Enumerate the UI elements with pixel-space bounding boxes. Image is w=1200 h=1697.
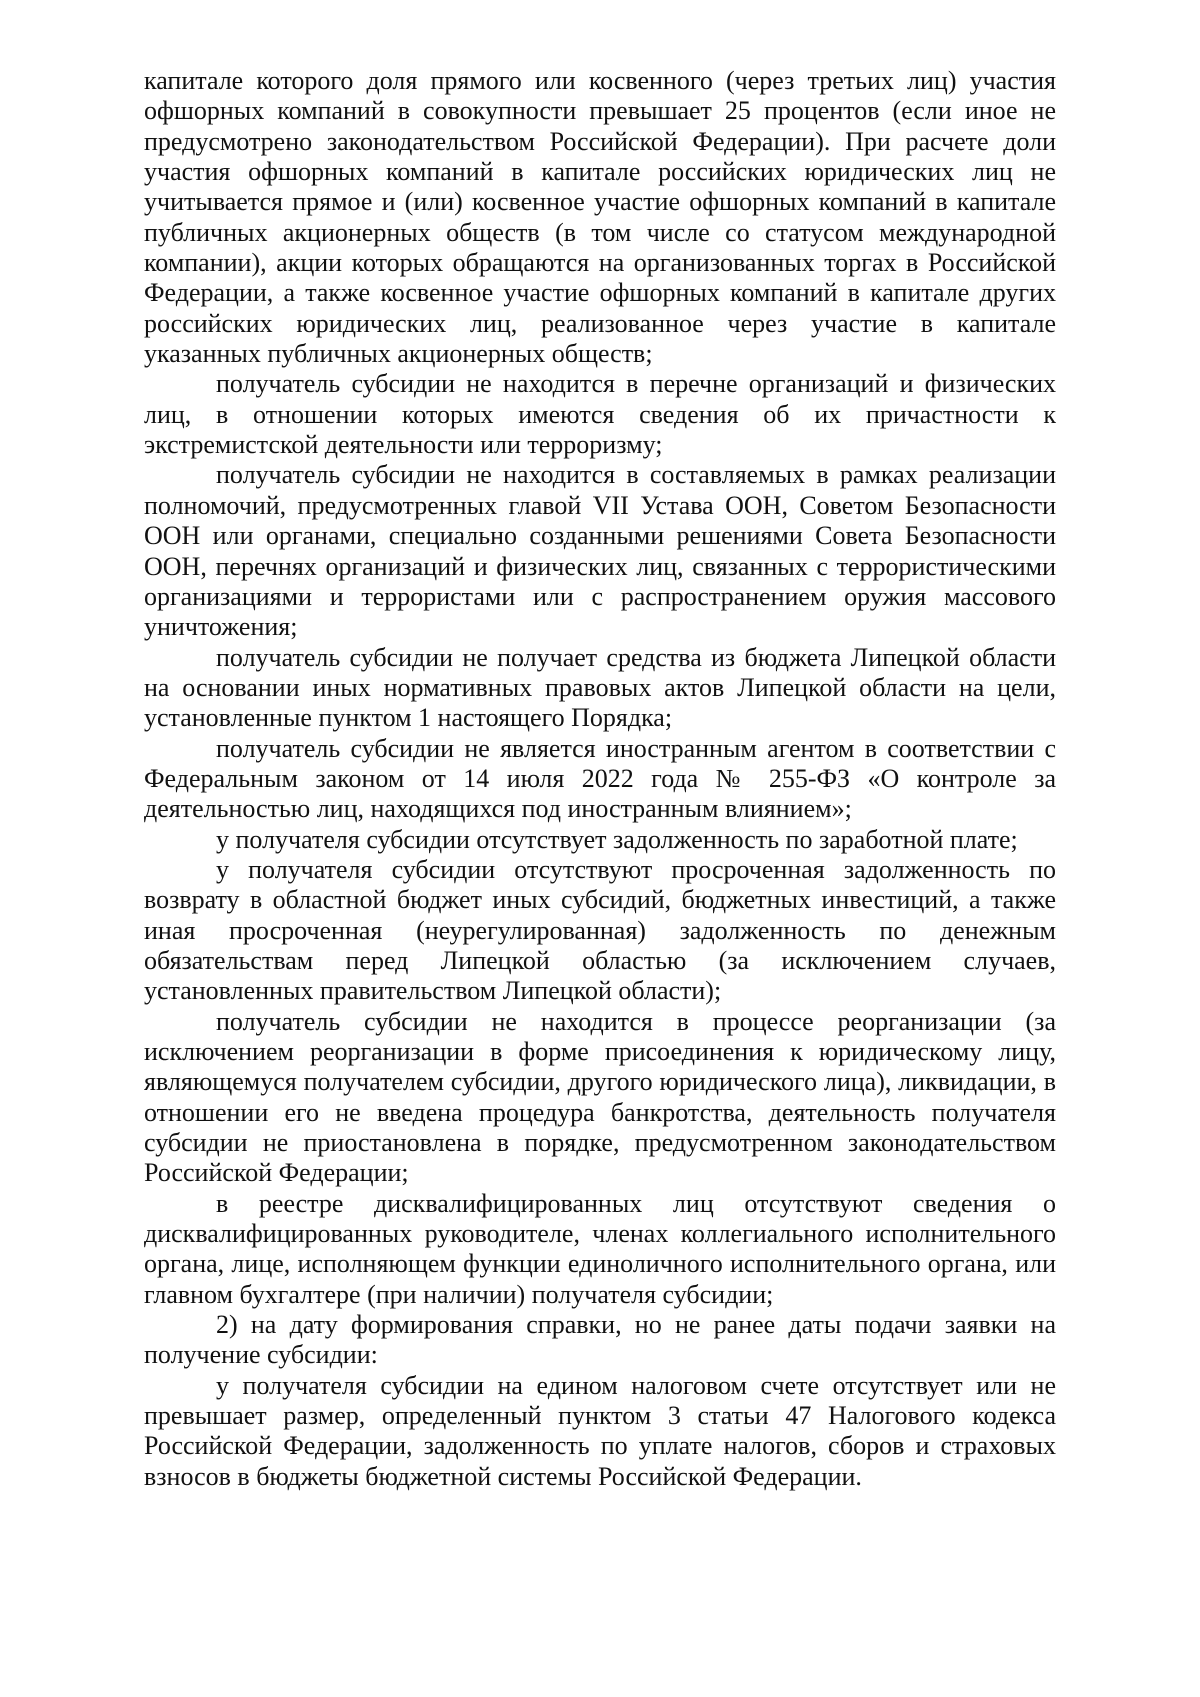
paragraph-reference-date: 2) на дату формирования справки, но не ранее даты подачи заявки на получение субсидии: bbox=[144, 1310, 1056, 1370]
paragraph-disqualified-persons: в реестре дисквалифицированных лиц отсутствуют сведения о дисквалифицированных руководителе, членах коллегиального исполнительного органа, лице, исполняющем функции единоличного исполнительного органа, или главном бухгалтере (при наличии) получателя субсидии; bbox=[144, 1188, 1056, 1309]
paragraph-wage-arrears: у получателя субсидии отсутствует задолженность по заработной плате; bbox=[216, 824, 1018, 854]
paragraph-reorganization: получатель субсидии не находится в процессе реорганизации (за исключением реорганизации в форме присоединения к юридическому лицу, являющемуся получателем субсидии, другого юридического лица), ликвидации, в отношении его не введена процедура банкротства, деятельность получателя субсидии не приостановлена в порядке, предусмотренном законодательством Российской Федерации; bbox=[144, 1006, 1056, 1188]
paragraph-other-budget-funds: получатель субсидии не получает средства из бюджета Липецкой области на основании иных нормативных правовых актов Липецкой области на цели, установленные пунктом 1 настоящего Порядка; bbox=[144, 642, 1056, 733]
paragraph-foreign-agent: получатель субсидии не является иностранным агентом в соответствии с Федеральным законом от 14 июля 2022 года № 255-ФЗ «О контроле за деятельностью лиц, находящихся под иностранным влиянием»; bbox=[144, 733, 1056, 824]
paragraph-offshore-capital: капитале которого доля прямого или косвенного (через третьих лиц) участия офшорных компаний в совокупности превышает 25 процентов (если иное не предусмотрено законодательством Российской Федерации). При расчете доли участия офшорных компаний в капитале российских юридических лиц не учитывается прямое и (или) косвенное участие офшорных компаний в капитале публичных акционерных обществ (в том числе со статусом международной компании), акции которых обращаются на организованных торгах в Российской Федерации, а также косвенное участие офшорных компаний в капитале других российских юридических лиц, реализованное через участие в капитале указанных публичных акционерных обществ; bbox=[144, 66, 1056, 369]
paragraph-overdue-debt: у получателя субсидии отсутствуют просроченная задолженность по возврату в областной бюджет иных субсидий, бюджетных инвестиций, а также иная просроченная (неурегулированная) задолженность по денежным обязательствам перед Липецкой областью (за исключением случаев, установленных правительством Липецкой области); bbox=[144, 854, 1056, 1006]
paragraph-un-sanctions-list: получатель субсидии не находится в составляемых в рамках реализации полномочий, предусмотренных главой VII Устава ООН, Советом Безопасности ООН или органами, специально созданными решениями Совета Безопасности ООН, перечнях организаций и физических лиц, связанных с террористическими организациями и террористами или с распространением оружия массового уничтожения; bbox=[144, 460, 1056, 642]
document-page bbox=[144, 66, 1056, 1492]
paragraph-tax-account: у получателя субсидии на едином налоговом счете отсутствует или не превышает размер, определенный пунктом 3 статьи 47 Налогового кодекса Российской Федерации, задолженность по уплате налогов, сборов и страховых взносов в бюджеты бюджетной системы Российской Федерации. bbox=[144, 1370, 1056, 1491]
paragraph-extremism-list: получатель субсидии не находится в перечне организаций и физических лиц, в отношении которых имеются сведения об их причастности к экстремистской деятельности или терроризму; bbox=[144, 369, 1056, 460]
